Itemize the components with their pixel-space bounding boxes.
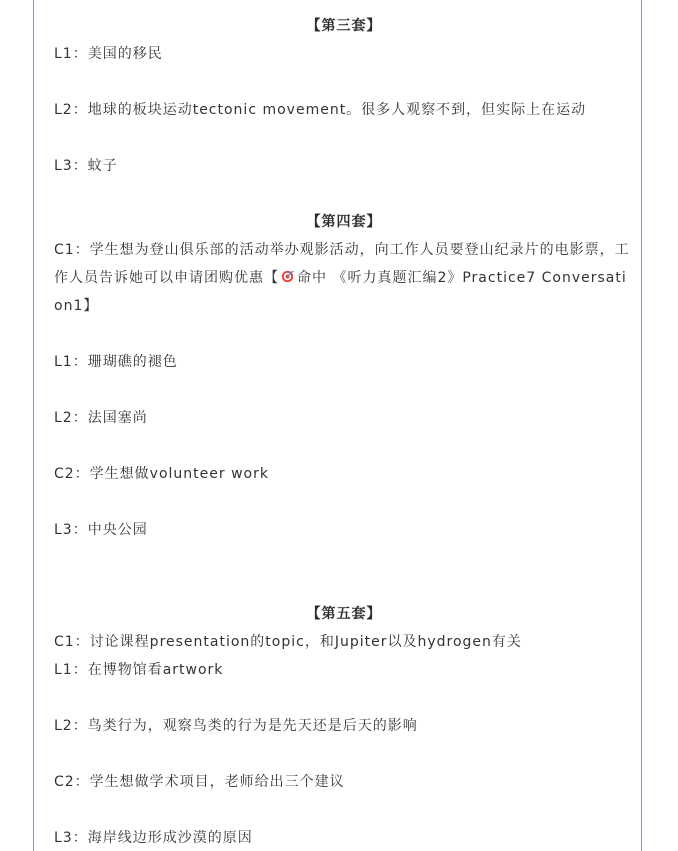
spacer bbox=[54, 376, 634, 404]
article-content bbox=[54, 12, 634, 851]
set4-heading: 【第四套】 bbox=[306, 214, 382, 230]
set3-heading: 【第三套】 bbox=[306, 18, 382, 34]
target-icon bbox=[281, 270, 294, 283]
spacer bbox=[54, 544, 634, 572]
spacer bbox=[54, 68, 634, 96]
set5-c1: C1：讨论课程presentation的topic，和Jupiter以及hydrogen有关 bbox=[54, 634, 522, 650]
set3-l1: L1：美国的移民 bbox=[54, 46, 163, 62]
set3-l3: L3：蚊子 bbox=[54, 158, 118, 174]
spacer bbox=[54, 572, 634, 600]
set5-c2: C2：学生想做学术项目，老师给出三个建议 bbox=[54, 774, 345, 790]
set5-heading: 【第五套】 bbox=[306, 606, 382, 622]
set5-l2: L2：鸟类行为，观察鸟类的行为是先天还是后天的影响 bbox=[54, 718, 418, 734]
set4-l3: L3：中央公园 bbox=[54, 522, 148, 538]
set4-c1 bbox=[54, 236, 634, 320]
set4-l1: L1：珊瑚礁的褪色 bbox=[54, 354, 178, 370]
set5-l1: L1：在博物馆看artwork bbox=[54, 662, 224, 678]
spacer bbox=[54, 740, 634, 768]
set4-c2: C2：学生想做volunteer work bbox=[54, 466, 269, 482]
set4-c1-source: 命中 《听力真题汇编2》Practice7 Conversation1】 bbox=[54, 270, 627, 314]
spacer bbox=[54, 320, 634, 348]
spacer bbox=[54, 488, 634, 516]
spacer bbox=[54, 124, 634, 152]
spacer bbox=[54, 796, 634, 824]
set5-l3: L3：海岸线边形成沙漠的原因 bbox=[54, 830, 253, 846]
set4-c1-text: C1：学生想为登山俱乐部的活动举办观影活动，向工作人员要登山纪录片的电影票，工作人员告诉她可以申请团购优惠【 bbox=[54, 242, 630, 286]
set4-l2: L2：法国塞尚 bbox=[54, 410, 148, 426]
spacer bbox=[54, 684, 634, 712]
set3-l2: L2：地球的板块运动tectonic movement。很多人观察不到，但实际上在运动 bbox=[54, 102, 587, 118]
spacer bbox=[54, 432, 634, 460]
spacer bbox=[54, 180, 634, 208]
